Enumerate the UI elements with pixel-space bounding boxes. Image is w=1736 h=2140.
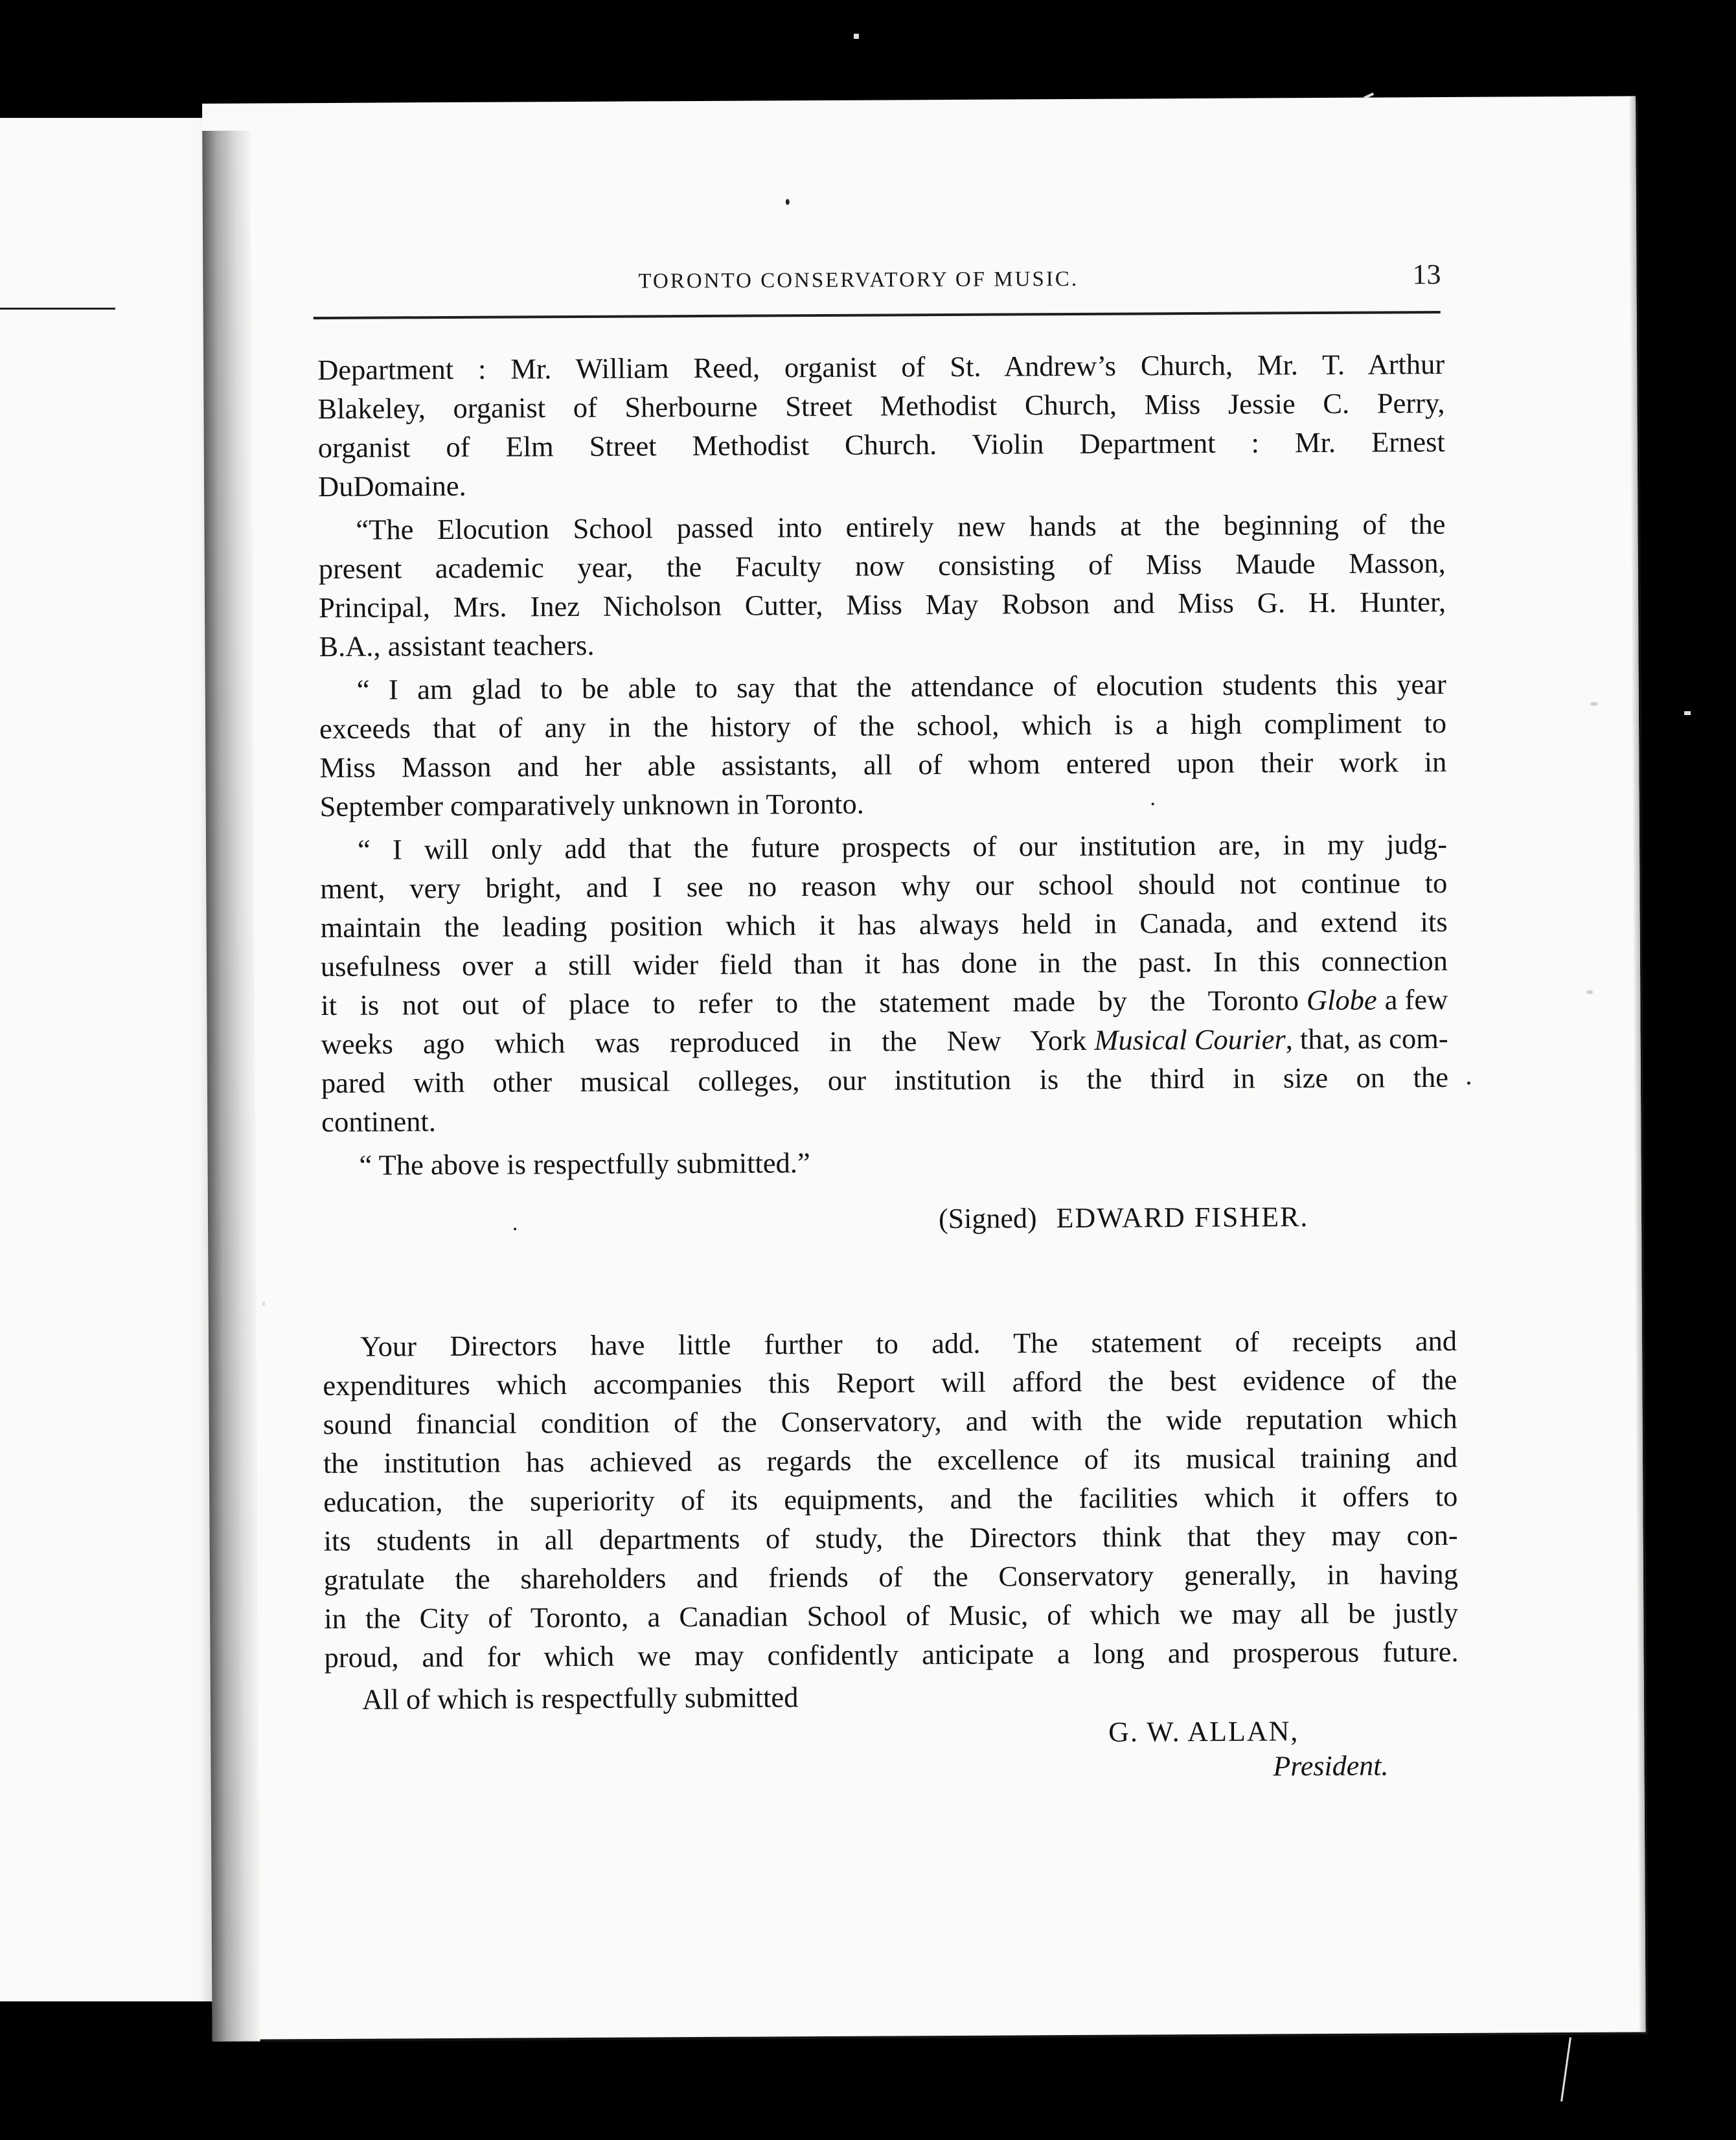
signature-title: President. <box>1273 1749 1389 1782</box>
body-line: pared with other musical colleges, our institution is the third in size on the <box>321 1060 1449 1100</box>
signed-line <box>939 1200 1309 1235</box>
body-line: present academic year, the Faculty now consisting of Miss Maude Masson, <box>318 546 1446 586</box>
globe-italic: Globe <box>1306 983 1377 1017</box>
musical-courier-italic: Musical Courier <box>1094 1023 1286 1056</box>
page-right-edge <box>1629 96 1646 2032</box>
page-speck <box>1467 1082 1470 1085</box>
body-line: “The Elocution School passed into entirely new hands at the beginning of the <box>356 507 1446 546</box>
page-speck <box>1586 990 1593 994</box>
body-line: September comparatively unknown in Toronto. <box>319 787 864 823</box>
left-facing-page <box>0 118 223 2001</box>
body-line: the institution has achieved as regards the excellence of its musical training and <box>323 1440 1458 1480</box>
body-line: Principal, Mrs. Inez Nicholson Cutter, Miss May Robson and Miss G. H. Hunter, <box>318 585 1446 624</box>
body-line: Blakeley, organist of Sherbourne Street Methodist Church, Miss Jessie C. Perry, <box>317 386 1445 426</box>
body-line-text: weeks ago which was reproduced in the New York <box>321 1023 1087 1061</box>
border-speck <box>262 1302 265 1306</box>
signed-name: EDWARD FISHER. <box>1056 1201 1309 1235</box>
body-line-text: , that, as com- <box>1285 1021 1448 1056</box>
running-header: TORONTO CONSERVATORY OF MUSIC. <box>638 267 1079 293</box>
header-rule <box>314 311 1441 319</box>
page-speck <box>1152 802 1154 805</box>
body-line: DuDomaine. <box>317 469 466 503</box>
body-line: continent. <box>321 1105 437 1139</box>
body-line: “ I will only add that the future prospects of our institution are, in my judg- <box>357 827 1448 866</box>
body-line: ment, very bright, and I see no reason why our school should not continue to <box>320 866 1448 905</box>
body-line: exceeds that of any in the history of the school, which is a high compliment to <box>319 706 1447 746</box>
body-line: maintain the leading position which it has always held in Canada, and extend its <box>320 905 1448 944</box>
body-line: education, the superiority of its equipments, and the facilities which it offers to <box>323 1479 1458 1519</box>
border-speck <box>854 34 859 39</box>
body-line: “ The above is respectfully submitted.” <box>359 1146 810 1181</box>
page-speck <box>786 199 790 205</box>
body-line: Your Directors have little further to add. The statement of receipts and <box>360 1324 1457 1363</box>
body-line: proud, and for which we may confidently anticipate a long and prosperous future. <box>324 1635 1459 1674</box>
body-line: usefulness over a still wider field than it has done in the past. In this connection <box>320 944 1448 983</box>
body-line: “ I am glad to be able to say that the attendance of elocution students this year <box>356 667 1446 706</box>
body-line: B.A., assistant teachers. <box>319 628 595 663</box>
body-line: in the City of Toronto, a Canadian School of Music, of which we may all be justly <box>324 1596 1459 1635</box>
body-line-text: a few <box>1384 983 1448 1016</box>
page-spine-shadow <box>202 131 260 2042</box>
right-page <box>202 96 1646 2040</box>
body-line: sound financial condition of the Conservatory, and with the wide reputation which <box>323 1402 1457 1441</box>
body-line-courier <box>321 1021 1448 1061</box>
body-line: All of which is respectfully submitted <box>361 1681 799 1716</box>
page-number: 13 <box>1412 258 1441 291</box>
body-line: Department : Mr. William Reed, organist of St. Andrew’s Church, Mr. T. Arthur <box>317 347 1445 387</box>
body-line: gratulate the shareholders and friends of the Conservatory generally, in having <box>323 1557 1459 1597</box>
left-page-rule <box>0 308 115 310</box>
body-line: organist of Elm Street Methodist Church. Violin Department : Mr. Ernest <box>317 425 1445 464</box>
body-line-globe <box>321 985 1448 1020</box>
border-speck <box>1684 711 1691 715</box>
body-line: Miss Masson and her able assistants, all of whom entered upon their work in <box>319 745 1447 784</box>
page-speck <box>514 1227 516 1230</box>
body-line: expenditures which accompanies this Report will afford the best evidence of the <box>323 1363 1457 1402</box>
page-speck <box>1590 702 1598 706</box>
body-line: its students in all departments of study, the Directors think that they may con- <box>323 1518 1458 1558</box>
border-speck <box>1560 2037 1571 2101</box>
signature-name: G. W. ALLAN, <box>1108 1715 1299 1748</box>
signed-label: (Signed) <box>938 1202 1037 1235</box>
body-line-text: it is not out of place to refer to the statement made by the Toronto <box>321 984 1299 1022</box>
